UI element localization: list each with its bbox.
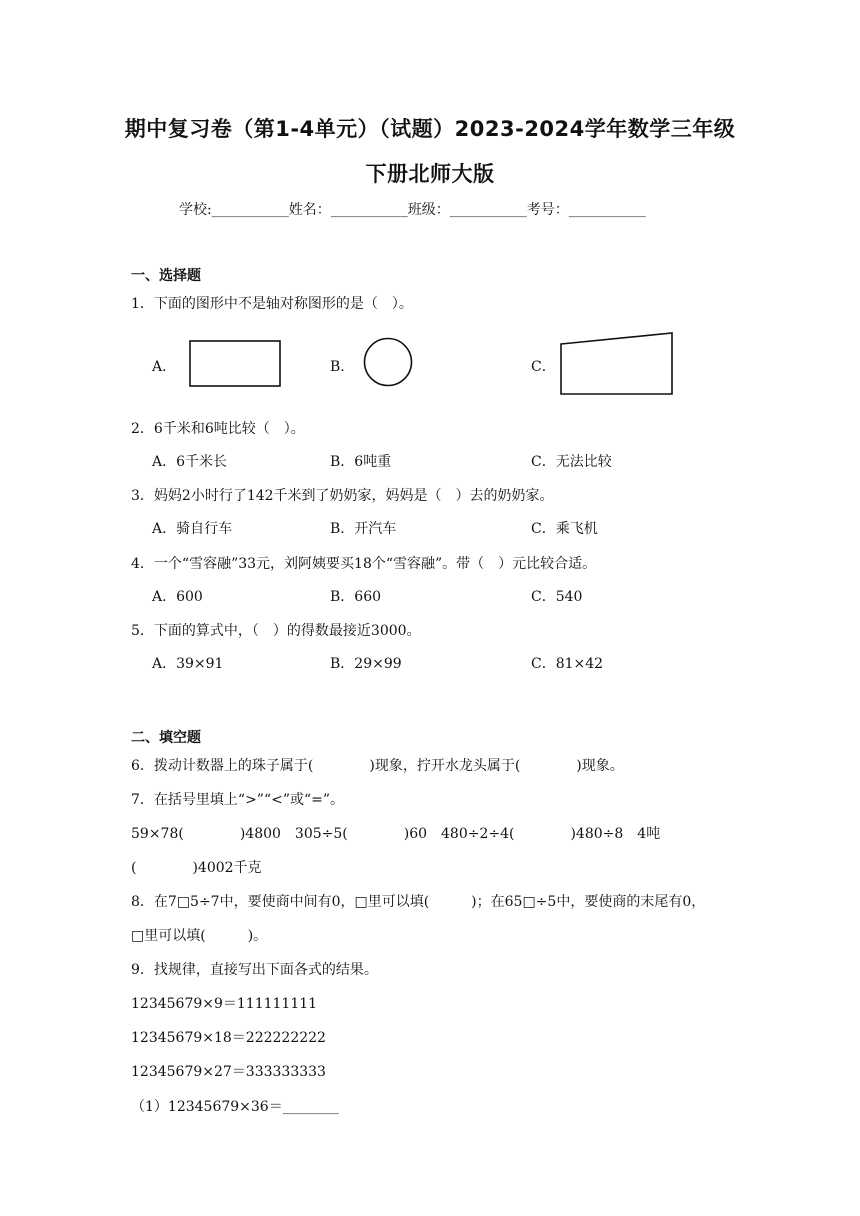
question-9: 9．找规律，直接写出下面各式的结果。 xyxy=(131,962,378,978)
q5-option-c: C．81×42 xyxy=(531,656,604,672)
q9-equation-2: 12345679×18＝222222222 xyxy=(131,1030,326,1046)
q9-equation-3: 12345679×27＝333333333 xyxy=(131,1064,326,1080)
q1-option-b-label: B． xyxy=(330,359,355,375)
question-5: 5．下面的算式中，（ ）的得数最接近3000。 xyxy=(131,623,421,639)
q5-option-b: B．29×99 xyxy=(330,656,402,672)
page-title-line2: 下册北师大版 xyxy=(365,162,495,186)
q3-option-a: A．骑自行车 xyxy=(152,521,233,537)
q2-option-b: B．6吨重 xyxy=(330,454,392,470)
question-7: 7．在括号里填上“>”“<”或“=”。 xyxy=(131,792,345,808)
q4-option-c: C．540 xyxy=(531,589,583,605)
rectangle-shape xyxy=(188,338,284,390)
q9-question-1: （1）12345679×36＝________ xyxy=(131,1099,339,1115)
question-7-line1: 59×78( )4800 305÷5( )60 480÷2÷4( )480÷8 4吨 xyxy=(131,826,661,842)
question-4: 4．一个“雪容融”33元，刘阿姨要买18个“雪容融”。带（ ）元比较合适。 xyxy=(131,556,597,572)
question-8-line2: □里可以填( )。 xyxy=(131,928,268,944)
question-6: 6．拨动计数器上的珠子属于( )现象，拧开水龙头属于( )现象。 xyxy=(131,758,624,774)
question-7-line2: ( )4002千克 xyxy=(131,860,262,876)
q3-option-b: B．开汽车 xyxy=(330,521,397,537)
section-heading-choice: 一、选择题 xyxy=(131,268,201,284)
question-3: 3．妈妈2小时行了142千米到了奶奶家，妈妈是（ ）去的奶奶家。 xyxy=(131,488,554,504)
q1-option-a-label: A． xyxy=(152,359,177,375)
question-8-line1: 8．在7□5÷7中，要使商中间有0，□里可以填( )；在65□÷5中，要使商的末尾有0， xyxy=(131,894,706,910)
q3-option-c: C．乘飞机 xyxy=(531,521,598,537)
question-1: 1．下面的图形中不是轴对称图形的是（ ）。 xyxy=(131,296,413,312)
q1-option-c-label: C． xyxy=(531,359,556,375)
q4-option-b: B．660 xyxy=(330,589,382,605)
q2-option-a: A．6千米长 xyxy=(152,454,228,470)
circle-shape xyxy=(362,336,416,390)
page-title-line1: 期中复习卷（第1-4单元）（试题）2023-2024学年数学三年级 xyxy=(124,117,736,141)
q2-option-c: C．无法比较 xyxy=(531,454,612,470)
section-heading-fill: 二、填空题 xyxy=(131,730,201,746)
student-info-line: 学校:___________姓名：___________班级：___________考号：___________ xyxy=(179,202,646,218)
q5-option-a: A．39×91 xyxy=(152,656,224,672)
trapezoid-shape xyxy=(558,330,678,398)
q9-equation-1: 12345679×9＝111111111 xyxy=(131,996,318,1012)
q4-option-a: A．600 xyxy=(152,589,203,605)
question-2: 2．6千米和6吨比较（ ）。 xyxy=(131,421,305,437)
